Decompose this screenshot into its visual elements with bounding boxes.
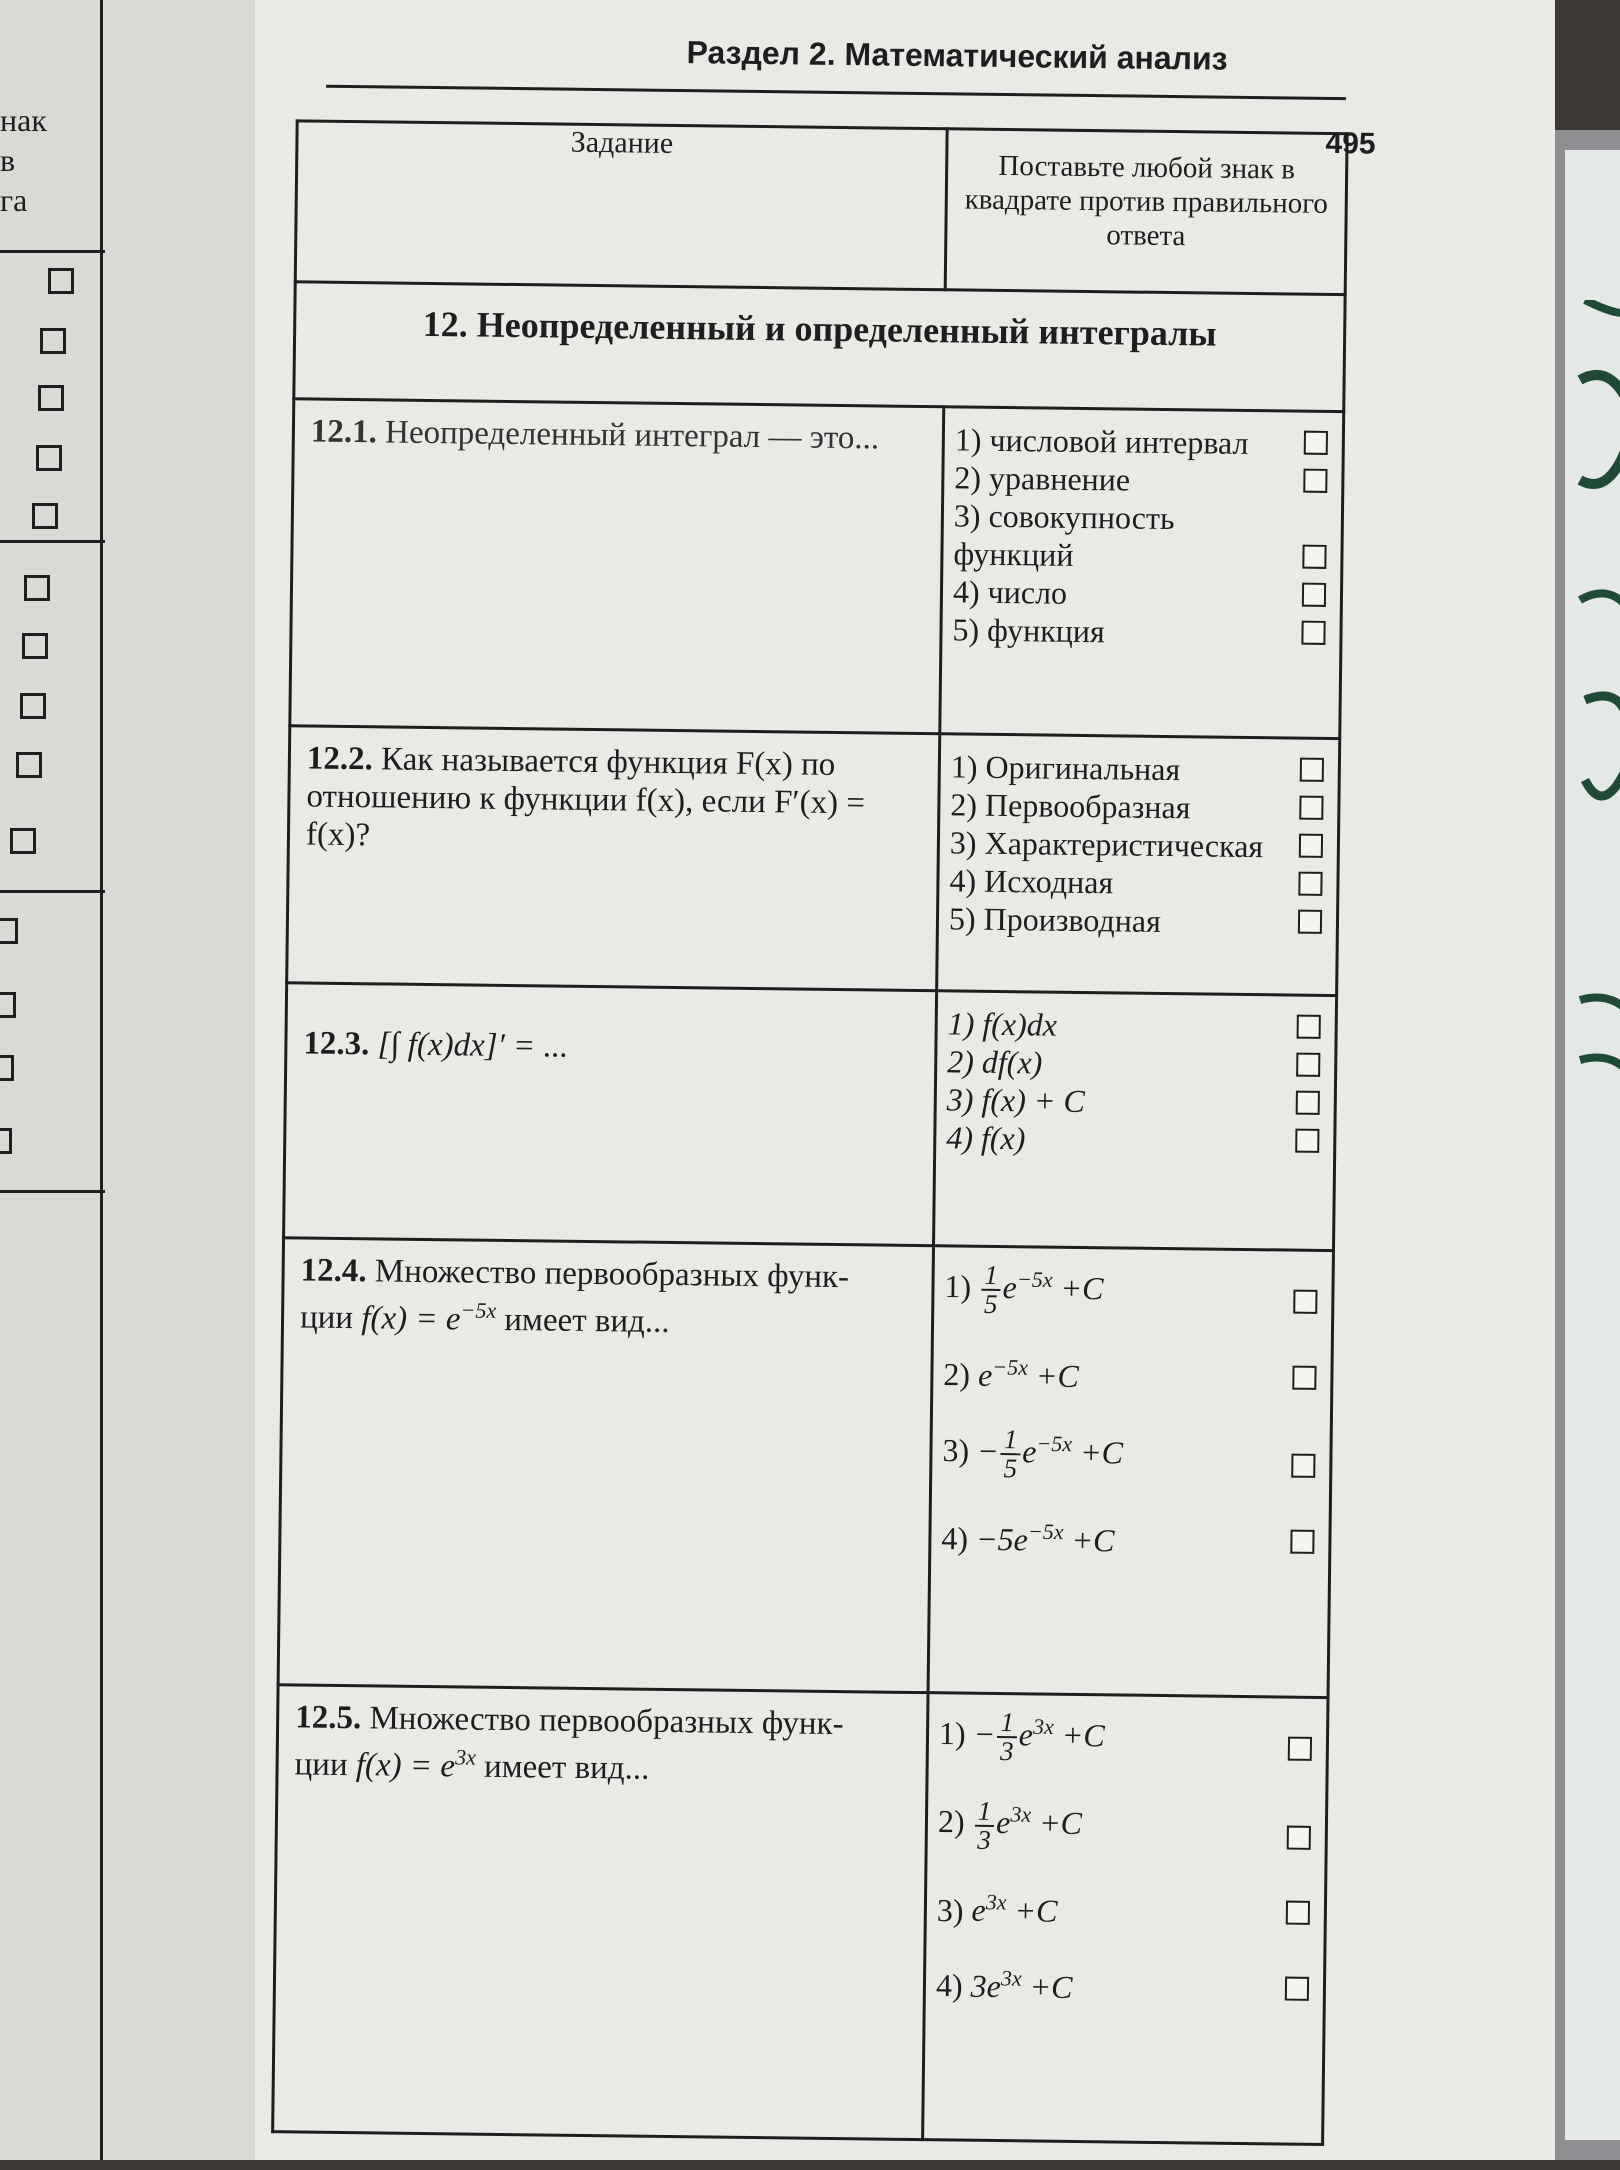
answer-checkbox[interactable]	[10, 828, 36, 854]
answer-checkbox[interactable]	[16, 752, 42, 778]
answer-cell	[940, 407, 1344, 739]
question-text-line: ции	[299, 1299, 354, 1337]
answer-option[interactable]: 3) Характеристическая	[950, 823, 1327, 866]
table-row	[278, 1238, 1333, 1698]
question-cell	[278, 1238, 933, 1693]
question-number: 12.2.	[306, 740, 374, 778]
answer-option[interactable]: 5) функция	[952, 610, 1329, 653]
question-cell	[273, 1685, 928, 2140]
answer-option[interactable]: $4) -5e^{-5x} +C$	[941, 1512, 1319, 1562]
answer-option[interactable]: 1) f(x)dx	[947, 1004, 1324, 1047]
book-page	[255, 0, 1555, 2160]
answer-option[interactable]: 4) $3e^{3x} +C$	[936, 1959, 1314, 2009]
table-row	[273, 1685, 1328, 2145]
answer-checkbox[interactable]	[32, 503, 58, 529]
answer-option[interactable]: 4) число	[953, 572, 1330, 615]
question-formula: $f(x) = e^{-5x}$	[361, 1297, 497, 1338]
answer-option[interactable]: 3) $e^{3x} +C$	[937, 1883, 1315, 1933]
answer-option[interactable]: 1) Оригинальная	[951, 747, 1328, 790]
cover-ornament-icon	[1575, 300, 1620, 1100]
answer-checkbox[interactable]	[40, 328, 66, 354]
answer-checkbox[interactable]	[1301, 621, 1325, 645]
answer-checkbox[interactable]	[1304, 431, 1328, 455]
question-cell	[287, 726, 940, 991]
question-text-line: ции	[294, 1746, 348, 1784]
answer-option[interactable]: 2) $\frac{1}{3}$ $e^{3x} +C$	[938, 1795, 1316, 1858]
answer-checkbox[interactable]	[0, 1055, 14, 1081]
answer-cell	[923, 1693, 1328, 2145]
left-page-fragment	[0, 0, 255, 2160]
answer-option[interactable]: 3) совокупность функций	[953, 496, 1331, 577]
question-text: Как называется функция F(x) по отношению к функции f(x), если F′(x) = f(x)?	[305, 741, 866, 854]
answer-checkbox[interactable]	[1296, 1053, 1320, 1077]
answer-checkbox[interactable]	[38, 385, 64, 411]
question-text-line: имеет вид...	[483, 1748, 650, 1787]
question-number: 12.5.	[294, 1699, 362, 1737]
answer-checkbox[interactable]	[1299, 796, 1323, 820]
left-page-column-rule	[100, 0, 103, 2160]
answer-checkbox[interactable]	[1299, 834, 1323, 858]
answer-checkbox[interactable]	[1296, 1091, 1320, 1115]
answer-option[interactable]: 3) − $\frac{1}{5}$ $e^{-5x} +C$	[942, 1423, 1320, 1486]
answer-checkbox[interactable]	[1302, 545, 1326, 569]
answer-option[interactable]: 4) f(x)	[946, 1118, 1323, 1161]
answer-option[interactable]: 2) Первообразная	[950, 785, 1327, 828]
column-header-answer: Поставьте любой знак в квадрате против правильного ответа	[945, 129, 1347, 295]
question-formula: $f(x) = e^{3x}$	[355, 1744, 477, 1785]
answer-checkbox[interactable]	[1298, 872, 1322, 896]
question-text-line: имеет вид...	[504, 1301, 670, 1340]
question-formula: [∫ f(x)dx]′ = ...	[377, 1026, 569, 1065]
answer-checkbox[interactable]	[1291, 1454, 1315, 1478]
answer-checkbox[interactable]	[36, 445, 62, 471]
answer-option[interactable]: 1) − $\frac{1}{3}$ $e^{3x} +C$	[939, 1706, 1317, 1769]
left-page-rule	[0, 540, 105, 543]
page-number: 495	[1325, 126, 1376, 161]
answer-checkbox[interactable]	[0, 1128, 12, 1154]
answer-checkbox[interactable]	[1298, 910, 1322, 934]
answer-checkbox[interactable]	[1300, 758, 1324, 782]
answer-checkbox[interactable]	[1297, 1015, 1321, 1039]
answer-checkbox[interactable]	[0, 918, 18, 944]
left-page-rule	[0, 250, 105, 253]
answer-checkbox[interactable]	[1285, 1976, 1309, 2000]
question-text-line: Множество первообразных функ-	[374, 1253, 850, 1296]
question-cell	[284, 983, 937, 1246]
answer-checkbox[interactable]	[48, 268, 74, 294]
answer-option[interactable]: 2) $e^{-5x} +C$	[943, 1348, 1321, 1398]
running-head: Раздел 2. Математический анализ	[686, 34, 1228, 77]
question-text: Неопределенный интеграл — это...	[384, 414, 880, 457]
answer-option[interactable]: 2) df(x)	[947, 1042, 1324, 1085]
answer-checkbox[interactable]	[1303, 469, 1327, 493]
answer-checkbox[interactable]	[1302, 583, 1326, 607]
table-row	[284, 983, 1337, 1251]
answer-checkbox[interactable]	[1288, 1737, 1312, 1761]
answer-checkbox[interactable]	[22, 633, 48, 659]
question-number: 12.3.	[303, 1025, 370, 1063]
answer-cell	[934, 991, 1337, 1251]
question-cell	[290, 399, 944, 734]
header-rule	[326, 85, 1346, 100]
left-page-header: нак в га	[0, 102, 47, 218]
answer-cell	[928, 1246, 1333, 1698]
question-number: 12.4.	[300, 1252, 367, 1290]
answer-checkbox[interactable]	[24, 575, 50, 601]
column-header-task: Задание	[295, 121, 947, 290]
question-number: 12.1.	[310, 413, 378, 451]
answer-checkbox[interactable]	[1290, 1530, 1314, 1554]
left-page-rule	[0, 890, 105, 893]
answer-checkbox[interactable]	[0, 992, 16, 1018]
answer-checkbox[interactable]	[1292, 1366, 1316, 1390]
quiz-table	[271, 119, 1349, 2146]
table-row	[290, 399, 1344, 739]
answer-checkbox[interactable]	[1286, 1901, 1310, 1925]
answer-cell	[937, 734, 1340, 996]
question-text-line: Множество первообразных функ-	[369, 1700, 844, 1743]
answer-option[interactable]: 5) Производная	[949, 899, 1326, 942]
answer-option[interactable]: 2) уравнение	[954, 458, 1331, 501]
table-row	[287, 726, 1340, 996]
answer-option[interactable]: 4) Исходная	[949, 861, 1326, 904]
answer-checkbox[interactable]	[20, 693, 46, 719]
table-header-row	[295, 121, 1347, 295]
left-page-rule	[0, 1190, 105, 1193]
answer-option[interactable]: 1) числовой интервал	[955, 420, 1332, 463]
answer-option[interactable]: 3) f(x) + C	[947, 1080, 1324, 1123]
answer-checkbox[interactable]	[1295, 1129, 1319, 1153]
answer-checkbox[interactable]	[1293, 1290, 1317, 1314]
section-title: 12. Неопределенный и определенный интегралы	[294, 282, 1345, 412]
answer-checkbox[interactable]	[1287, 1825, 1311, 1849]
answer-option[interactable]: 1) $\frac{1}{5}$ $e^{-5x} +C$	[944, 1259, 1322, 1322]
